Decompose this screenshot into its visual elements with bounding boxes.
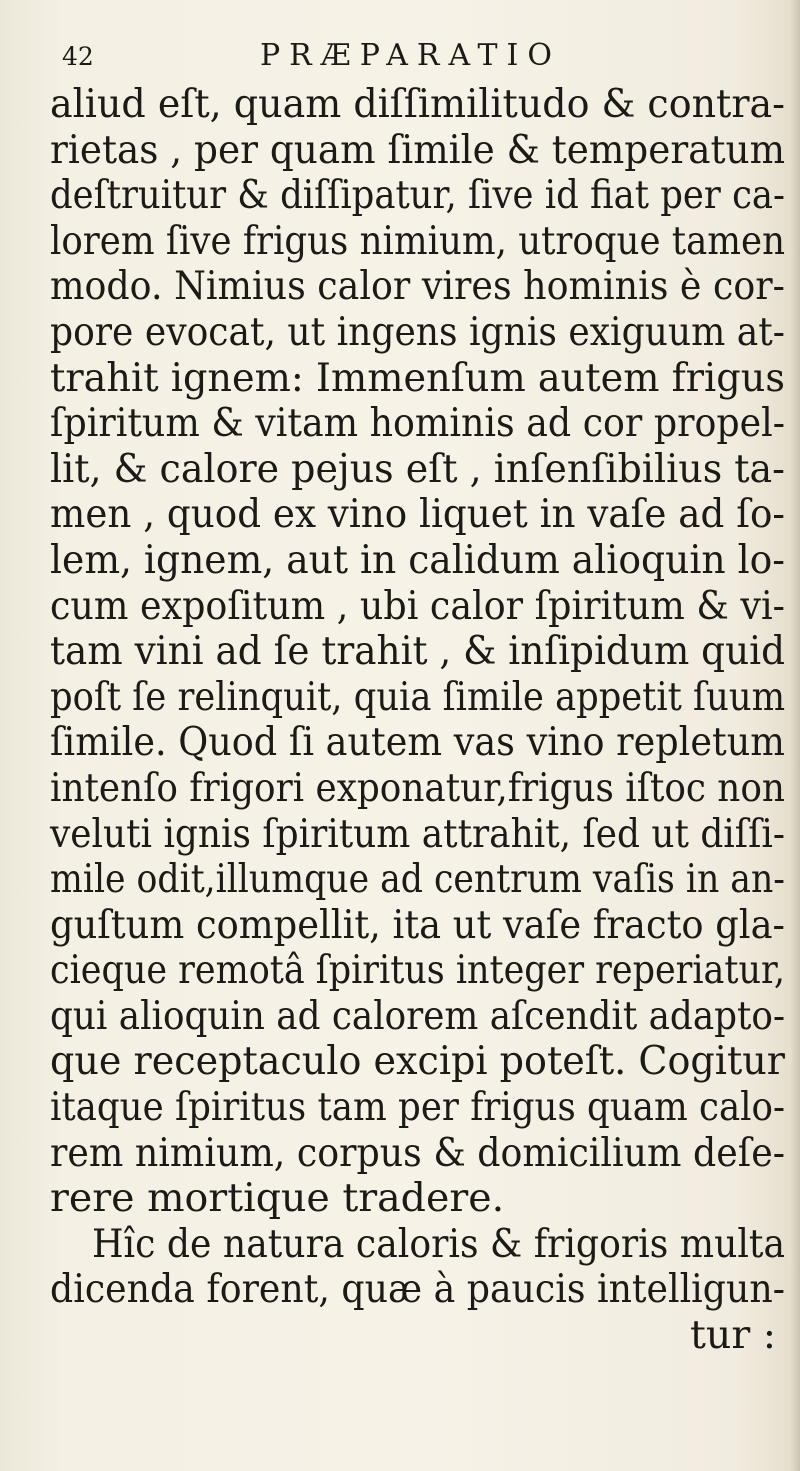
text-line: mile odit,illumque ad centrum vaſis in an- [50,856,785,903]
text-line: dicenda forent, quæ à paucis intelligun- [50,1266,785,1313]
running-head [62,38,622,78]
text-line: que receptaculo excipi poteſt. Cogitur [50,1038,785,1085]
text-line: rietas , per quam ſimile & temperatum [50,126,786,173]
text-line: Hîc de natura caloris & frigoris multa [92,1220,786,1267]
text-line: trahit ignem: Immenſum autem frigus [50,354,785,401]
text-line: cieque remotâ ſpiritus integer reperiatur, [50,947,785,994]
text-line: rere mortique tradere. [50,1175,505,1222]
text-line: cum expoſitum , ubi calor ſpiritum & vi- [50,582,785,629]
text-line: qui alioquin ad calorem aſcendit adapto- [50,992,786,1039]
text-line: intenſo frigori exponatur,frigus iſtoc non [50,764,785,811]
text-line: modo. Nimius calor vires hominis è cor- [50,263,785,310]
running-title: PRÆPARATIO [260,38,561,73]
text-line: pore evocat, ut ingens ignis exiguum at- [50,308,785,355]
body-text [50,82,790,1359]
text-line: veluti ignis ſpiritum attrahit, ſed ut diſſi- [50,810,785,857]
text-line: poſt ſe relinquit, quia ſimile appetit ſuum [50,673,786,720]
text-line: lem, ignem, aut in calidum alioquin lo- [50,536,785,583]
text-line: men , quod ex vino liquet in vaſe ad ſo- [50,491,786,538]
catchword: tur : [690,1312,777,1359]
text-line: aliud eſt, quam diſſimilitudo & contra- [50,81,785,127]
text-line: lorem ſive frigus nimium, utroque tamen [50,217,785,264]
text-line: ſimile. Quod ſi autem vas vino repletum [50,719,785,766]
text-line: lit, & calore pejus eſt , inſenſibilius ta- [50,445,785,492]
text-line: rem nimium, corpus & domicilium deſe- [50,1129,786,1176]
text-line: tam vini ad ſe trahit , & inſipidum quid [50,628,786,675]
text-line: ſpiritum & vitam hominis ad cor propel- [50,400,786,447]
text-line: deſtruitur & diſſipatur, ſive id fiat per ca- [50,172,786,219]
text-line: itaque ſpiritus tam per frigus quam calo- [50,1084,786,1131]
page-number: 42 [62,42,94,71]
text-line: guſtum compellit, ita ut vaſe fracto gla- [50,901,785,948]
